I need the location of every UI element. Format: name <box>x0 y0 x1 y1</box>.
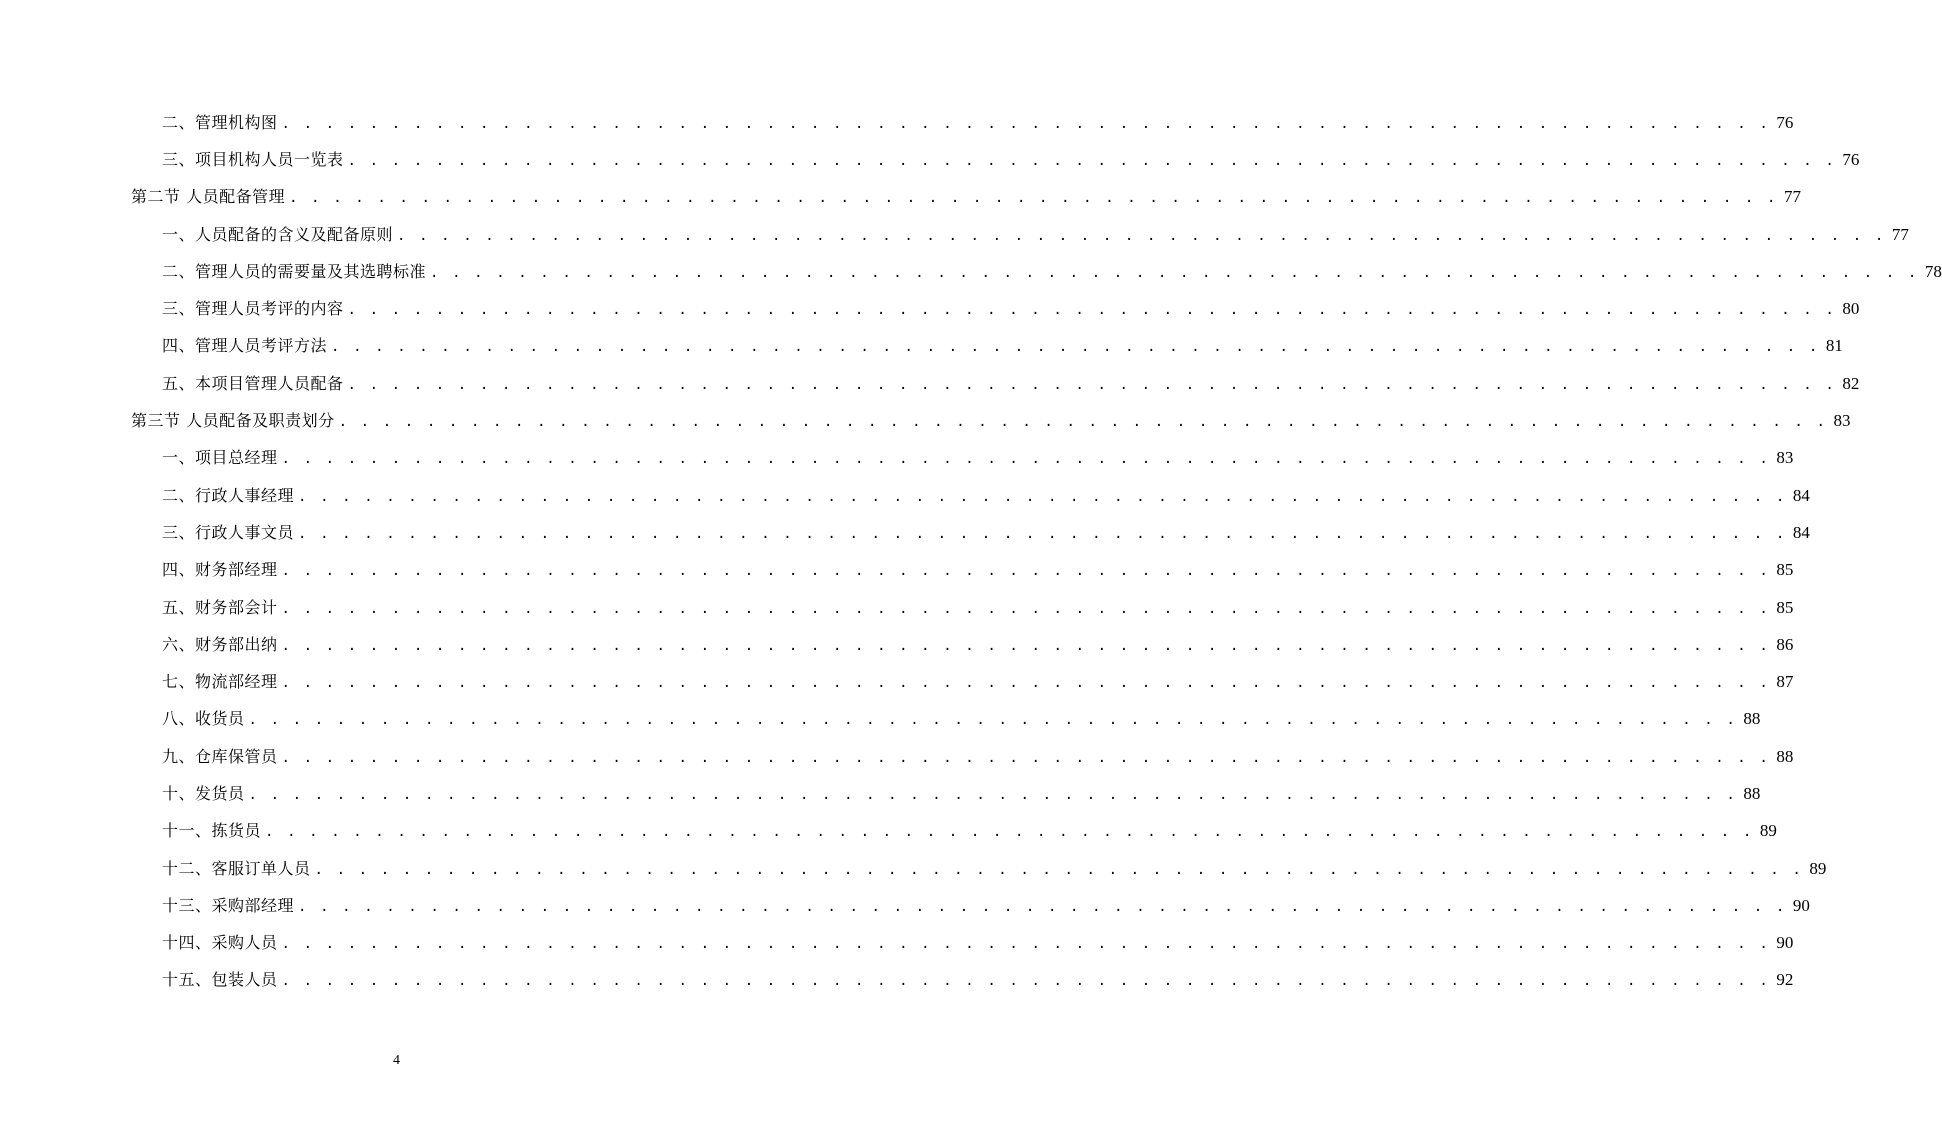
toc-dot-leader: . . . . . . . . . . . . . . . . . . . . . . . . . . . . . . . . . . . . . . . . . . . . . . . . . . . . . . . . . . . . . . . . . . . . <box>281 451 1771 468</box>
toc-entry-page-number: 92 <box>1776 970 1794 990</box>
toc-entry[interactable] <box>0 887 1810 924</box>
toc-entry[interactable] <box>0 738 1794 775</box>
toc-entry[interactable] <box>0 552 1794 589</box>
toc-entry-page-number: 84 <box>1792 485 1810 505</box>
toc-dot-leader: . . . . . . . . . . . . . . . . . . . . . . . . . . . . . . . . . . . . . . . . . . . . . . . . . . . . . . . . . . . . . . . . . . . . <box>281 637 1771 654</box>
toc-dot-leader: . . . . . . . . . . . . . . . . . . . . . . . . . . . . . . . . . . . . . . . . . . . . . . . . . . . . . . . . . . . . . . . . . . . . <box>248 786 1738 803</box>
toc-dot-leader: . . . . . . . . . . . . . . . . . . . . . . . . . . . . . . . . . . . . . . . . . . . . . . . . . . . . . . . . . . . . . . . . . . . . <box>248 712 1738 729</box>
toc-entry-page-number: 83 <box>1776 448 1794 468</box>
toc-entry-title: 四、管理人员考评方法 <box>162 336 328 356</box>
toc-entry[interactable] <box>0 514 1810 551</box>
toc-entry-page-number: 85 <box>1776 560 1794 580</box>
toc-entry-title: 十、发货员 <box>162 783 245 803</box>
toc-dot-leader: . . . . . . . . . . . . . . . . . . . . . . . . . . . . . . . . . . . . . . . . . . . . . . . . . . . . . . . . . . . . . . . . . . . . <box>314 861 1804 878</box>
toc-entry-page-number: 84 <box>1792 522 1810 542</box>
toc-entry[interactable] <box>0 701 1761 738</box>
toc-entry-title: 一、人员配备的含义及配备原则 <box>162 224 394 244</box>
toc-entry-title: 三、项目机构人员一览表 <box>162 149 344 169</box>
toc-entry-page-number: 88 <box>1776 746 1794 766</box>
toc-entry-page-number: 77 <box>1891 224 1909 244</box>
toc-entry[interactable] <box>0 104 1794 141</box>
toc-dot-leader: . . . . . . . . . . . . . . . . . . . . . . . . . . . . . . . . . . . . . . . . . . . . . . . . . . . . . . . . . . . . . . . . . . . . <box>281 936 1771 953</box>
toc-entry[interactable] <box>0 775 1761 812</box>
toc-entry-page-number: 76 <box>1842 149 1860 169</box>
toc-dot-leader: . . . . . . . . . . . . . . . . . . . . . . . . . . . . . . . . . . . . . . . . . . . . . . . . . . . . . . . . . . . . . . . . . . . . <box>347 302 1837 319</box>
toc-entry-title: 六、财务部出纳 <box>162 634 278 654</box>
page-number: 4 <box>393 1053 400 1068</box>
toc-entry-page-number: 80 <box>1842 299 1860 319</box>
toc-entry-page-number: 89 <box>1809 858 1827 878</box>
toc-entry-page-number: 90 <box>1776 933 1794 953</box>
toc-dot-leader: . . . . . . . . . . . . . . . . . . . . . . . . . . . . . . . . . . . . . . . . . . . . . . . . . . . . . . . . . . . . . . . . . . . . <box>281 563 1771 580</box>
toc-dot-leader: . . . . . . . . . . . . . . . . . . . . . . . . . . . . . . . . . . . . . . . . . . . . . . . . . . . . . . . . . . . . . . . . . . . . <box>397 227 1886 244</box>
toc-entry[interactable] <box>0 589 1794 626</box>
toc-entry[interactable] <box>0 290 1860 327</box>
toc-entry-title: 五、本项目管理人员配备 <box>162 373 344 393</box>
toc-entry-page-number: 89 <box>1759 821 1777 841</box>
toc-dot-leader: . . . . . . . . . . . . . . . . . . . . . . . . . . . . . . . . . . . . . . . . . . . . . . . . . . . . . . . . . . . . . . . . . . . . <box>347 376 1837 393</box>
toc-entry[interactable] <box>0 141 1860 178</box>
toc-dot-leader: . . . . . . . . . . . . . . . . . . . . . . . . . . . . . . . . . . . . . . . . . . . . . . . . . . . . . . . . . . . . . . . . . . . . <box>281 115 1771 132</box>
toc-entry-page-number: 78 <box>1924 261 1942 281</box>
toc-entry-title: 十四、采购人员 <box>162 933 278 953</box>
toc-entry-title: 七、物流部经理 <box>162 672 278 692</box>
toc-entry[interactable] <box>0 328 1843 365</box>
toc-dot-leader: . . . . . . . . . . . . . . . . . . . . . . . . . . . . . . . . . . . . . . . . . . . . . . . . . . . . . . . . . . . . . . . . . . . . <box>289 190 1778 207</box>
toc-entry-title: 十五、包装人员 <box>162 970 278 990</box>
table-of-contents <box>0 104 1942 999</box>
toc-dot-leader: . . . . . . . . . . . . . . . . . . . . . . . . . . . . . . . . . . . . . . . . . . . . . . . . . . . . . . . . . . . . . . . . . . . . <box>331 339 1820 356</box>
toc-entry[interactable] <box>0 663 1794 700</box>
toc-dot-leader: . . . . . . . . . . . . . . . . . . . . . . . . . . . . . . . . . . . . . . . . . . . . . . . . . . . . . . . . . . . . . . . . . . . . <box>281 749 1771 766</box>
toc-dot-leader: . . . . . . . . . . . . . . . . . . . . . . . . . . . . . . . . . . . . . . . . . . . . . . . . . . . . . . . . . . . . . . . . . . . . <box>298 525 1787 542</box>
toc-entry[interactable] <box>0 626 1794 663</box>
toc-dot-leader: . . . . . . . . . . . . . . . . . . . . . . . . . . . . . . . . . . . . . . . . . . . . . . . . . . . . . . . . . . . . . . . . . . . . <box>347 152 1837 169</box>
toc-section-entry[interactable] <box>0 402 1851 439</box>
toc-entry-title: 第二节 人员配备管理 <box>131 187 286 207</box>
toc-entry[interactable] <box>0 813 1777 850</box>
toc-dot-leader: . . . . . . . . . . . . . . . . . . . . . . . . . . . . . . . . . . . . . . . . . . . . . . . . . . . . . . . . . . . . . . . . . . . . <box>265 824 1754 841</box>
toc-entry-title: 三、管理人员考评的内容 <box>162 299 344 319</box>
toc-entry-page-number: 90 <box>1792 895 1810 915</box>
toc-entry-title: 二、管理机构图 <box>162 112 278 132</box>
toc-entry[interactable] <box>0 850 1827 887</box>
toc-entry[interactable] <box>0 440 1794 477</box>
toc-dot-leader: . . . . . . . . . . . . . . . . . . . . . . . . . . . . . . . . . . . . . . . . . . . . . . . . . . . . . . . . . . . . . . . . . . . . <box>281 600 1771 617</box>
toc-entry-title: 二、管理人员的需要量及其选聘标准 <box>162 261 427 281</box>
toc-entry-title: 十二、客服订单人员 <box>162 858 311 878</box>
toc-entry-title: 第三节 人员配备及职责划分 <box>131 411 335 431</box>
toc-entry-page-number: 88 <box>1743 783 1761 803</box>
toc-entry-page-number: 76 <box>1776 112 1794 132</box>
toc-dot-leader: . . . . . . . . . . . . . . . . . . . . . . . . . . . . . . . . . . . . . . . . . . . . . . . . . . . . . . . . . . . . . . . . . . . . <box>298 898 1787 915</box>
toc-entry-page-number: 87 <box>1776 672 1794 692</box>
toc-entry-title: 一、项目总经理 <box>162 448 278 468</box>
toc-entry-title: 八、收货员 <box>162 709 245 729</box>
toc-entry-page-number: 82 <box>1842 373 1860 393</box>
toc-entry[interactable] <box>0 216 1909 253</box>
toc-entry-title: 十三、采购部经理 <box>162 895 295 915</box>
toc-entry-page-number: 81 <box>1825 336 1843 356</box>
toc-entry[interactable] <box>0 962 1794 999</box>
toc-entry-page-number: 77 <box>1783 187 1801 207</box>
toc-entry-title: 三、行政人事文员 <box>162 522 295 542</box>
toc-section-entry[interactable] <box>0 179 1801 216</box>
toc-dot-leader: . . . . . . . . . . . . . . . . . . . . . . . . . . . . . . . . . . . . . . . . . . . . . . . . . . . . . . . . . . . . . . . . . . . . <box>338 414 1828 431</box>
toc-dot-leader: . . . . . . . . . . . . . . . . . . . . . . . . . . . . . . . . . . . . . . . . . . . . . . . . . . . . . . . . . . . . . . . . . . . . <box>281 973 1771 990</box>
toc-dot-leader: . . . . . . . . . . . . . . . . . . . . . . . . . . . . . . . . . . . . . . . . . . . . . . . . . . . . . . . . . . . . . . . . . . . . <box>281 675 1771 692</box>
toc-entry-page-number: 88 <box>1743 709 1761 729</box>
toc-entry-title: 九、仓库保管员 <box>162 746 278 766</box>
toc-dot-leader: . . . . . . . . . . . . . . . . . . . . . . . . . . . . . . . . . . . . . . . . . . . . . . . . . . . . . . . . . . . . . . . . . . . . <box>298 488 1787 505</box>
toc-entry-title: 十一、拣货员 <box>162 821 262 841</box>
toc-entry-title: 二、行政人事经理 <box>162 485 295 505</box>
toc-entry[interactable] <box>0 925 1794 962</box>
toc-dot-leader: . . . . . . . . . . . . . . . . . . . . . . . . . . . . . . . . . . . . . . . . . . . . . . . . . . . . . . . . . . . . . . . . . . . . <box>430 264 1919 281</box>
toc-entry[interactable] <box>0 253 1942 290</box>
toc-entry[interactable] <box>0 477 1810 514</box>
toc-entry[interactable] <box>0 365 1860 402</box>
toc-entry-page-number: 85 <box>1776 597 1794 617</box>
toc-entry-page-number: 83 <box>1833 411 1851 431</box>
toc-entry-title: 五、财务部会计 <box>162 597 278 617</box>
toc-entry-page-number: 86 <box>1776 634 1794 654</box>
toc-entry-title: 四、财务部经理 <box>162 560 278 580</box>
